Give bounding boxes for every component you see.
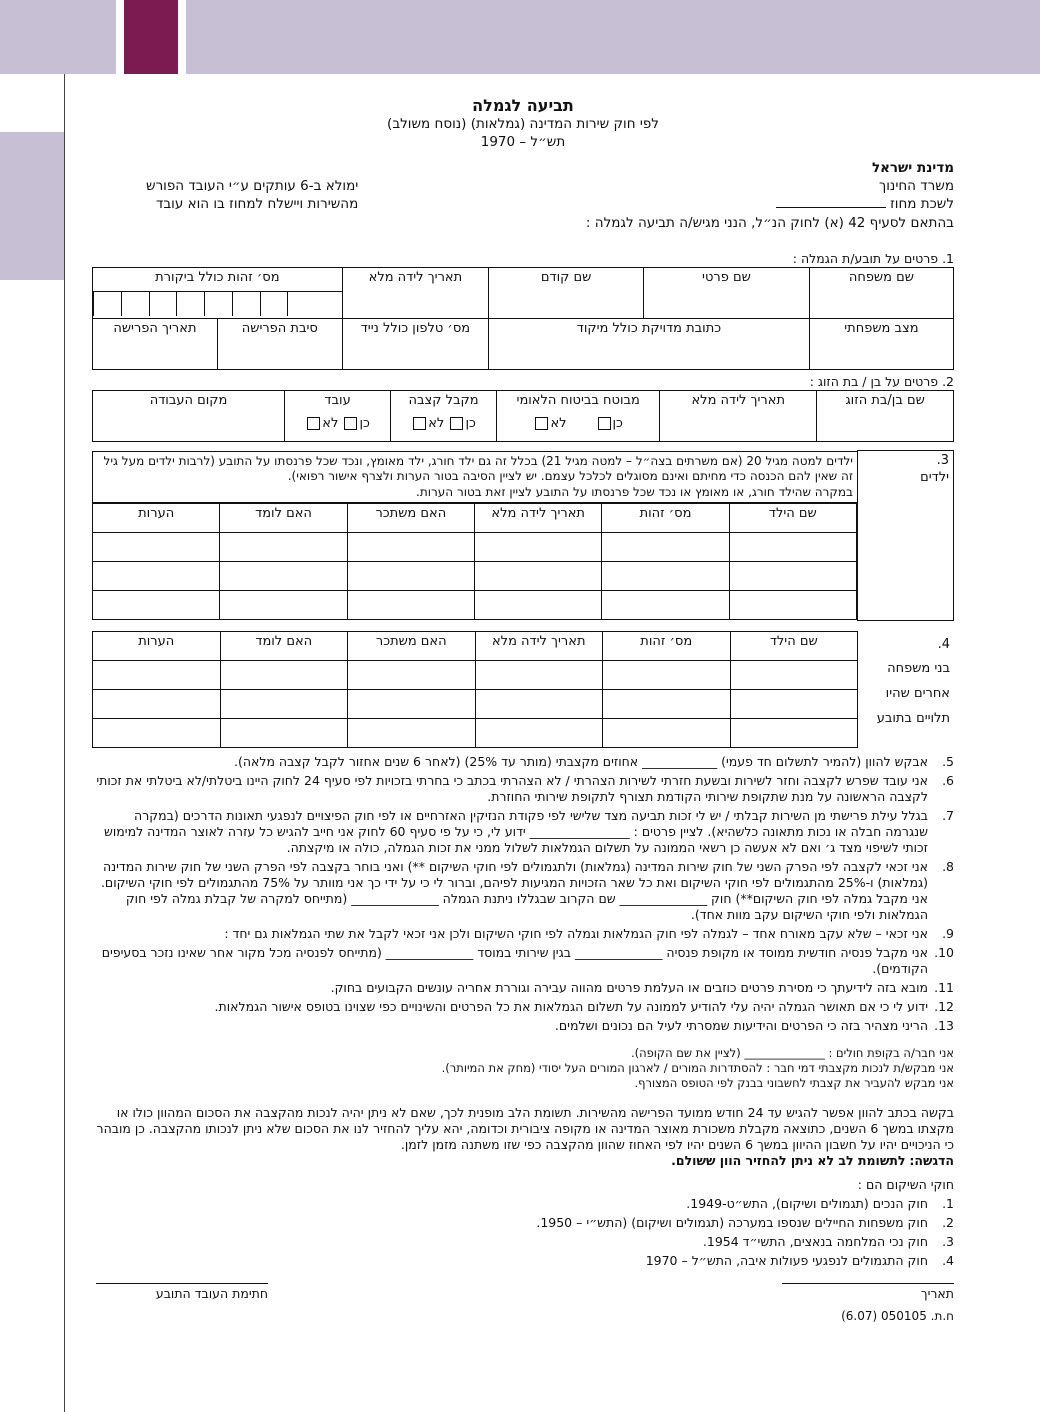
item-number: 6. bbox=[942, 772, 954, 788]
spouse-table bbox=[92, 390, 954, 442]
list-item bbox=[92, 945, 954, 977]
list-item bbox=[92, 773, 954, 805]
cell-retirement-reason[interactable] bbox=[217, 319, 342, 369]
list-item bbox=[92, 1196, 954, 1212]
ministry-name: משרד החינוך bbox=[878, 178, 954, 195]
children-note: במקרה שהילד חורג, או מאומץ או נכד שכל פרנסתו על התובע לציין זאת בטור הערות. bbox=[416, 484, 853, 499]
dependents-label-cell bbox=[858, 631, 954, 748]
id-digit-boxes[interactable] bbox=[93, 291, 342, 316]
col-header: הערות bbox=[93, 631, 221, 660]
cell-retirement-date[interactable] bbox=[93, 319, 217, 369]
form-title: תביעה לגמלה bbox=[472, 96, 574, 115]
emphasis-text: לתשומת לב לא ניתן להחזיר הוון ששולם. bbox=[671, 1152, 906, 1168]
top-color-band bbox=[0, 0, 1040, 74]
dependents-label: תלויים בתובע bbox=[876, 710, 950, 726]
dependents-label: בני משפחה bbox=[887, 661, 950, 677]
declarations-list bbox=[92, 754, 954, 1034]
col-header: מס׳ זהות bbox=[603, 631, 731, 660]
list-item bbox=[92, 999, 954, 1015]
item-text: חוק משפחות החיילים שנספו במערכה (תגמולים ושיקום) (התש״י – 1950. bbox=[536, 1214, 928, 1230]
col-header: תאריך לידה מלא bbox=[475, 504, 602, 533]
emphasis-label: הדגשה: bbox=[909, 1152, 954, 1168]
item-number: 3. bbox=[942, 1233, 954, 1249]
item-number: 8. bbox=[942, 858, 954, 874]
membership-block bbox=[92, 1046, 954, 1091]
cell-family-name[interactable] bbox=[809, 268, 953, 319]
cell-label: מקום העבודה bbox=[149, 393, 228, 408]
cell-label: שם פרטי bbox=[702, 270, 751, 285]
item-text: בגלל עילת פרישתי מן השירות קבלתי / יש לי זכות תביעה מצד שלישי לפי פקודת הנזיקין האזרחיים או לפי חוק הפיצויים לנפגעי תאונות הדרכים (במקרה שנגרמה חבלה או נכות מתאונה כלשהיא). לציין פרטים : ________________ ידוע לי, כי על פי סעיף 60 לחוק אני חייב להגיש כל עזרה לאוצר המדינה למימוש זכותי לשיפוי מצד ג׳ ואם לא אעשה כן רשאי הממונה על תשלום הגמלאות לשלול ממני את זכות הגמלה, כולה או מיקצתה. bbox=[104, 807, 928, 855]
section-number: 1. bbox=[942, 251, 954, 266]
cell-label: תאריך לידה מלא bbox=[691, 393, 786, 408]
yes-label: כן bbox=[465, 415, 476, 431]
item-number: 7. bbox=[942, 807, 954, 823]
cell-marital-status[interactable] bbox=[809, 319, 953, 370]
item-text: חוק נכי המלחמה בנאצים, התשי״ד 1954. bbox=[702, 1233, 928, 1249]
yes-label: כן bbox=[359, 415, 370, 431]
item-text: אני עובד שפרש לקצבה וחזר לשירות ובשעת חזרתי לשירות הצהרתי / לא הצהרתי בכתב כי בחרתי בזכויות לפי סעיף 24 לחוק היינו ביטלתי/לא ביטלתי את זכותי לקצבה הראשונה על מנת שתקופת שירותי הקודמת תצורף לתקופת שירותי החוזרת. bbox=[96, 772, 928, 804]
cell-employed bbox=[285, 391, 391, 442]
table-row[interactable] bbox=[93, 533, 857, 562]
margin-line bbox=[64, 74, 65, 1412]
table-row[interactable] bbox=[93, 689, 858, 718]
list-item bbox=[92, 1253, 954, 1269]
item-number: 4. bbox=[942, 1252, 954, 1268]
item-number: 2. bbox=[942, 1214, 954, 1230]
children-grid bbox=[92, 503, 857, 620]
date-field[interactable] bbox=[782, 1283, 954, 1302]
list-item bbox=[92, 859, 954, 923]
col-header: האם משתכר bbox=[348, 631, 476, 660]
claimant-table bbox=[92, 267, 954, 370]
yes-checkbox[interactable] bbox=[344, 417, 357, 430]
cell-label: עובד bbox=[324, 393, 351, 408]
cell-label: מקבל קצבה bbox=[408, 393, 479, 408]
yes-checkbox[interactable] bbox=[598, 417, 611, 430]
item-number: 13. bbox=[934, 1017, 954, 1033]
side-tab bbox=[0, 132, 64, 280]
col-header: שם הילד bbox=[730, 631, 858, 660]
section-number: 4. bbox=[937, 636, 950, 652]
no-label: לא bbox=[550, 415, 567, 431]
form-code: ח.ת. 050105 (6.07) bbox=[841, 1308, 954, 1323]
cell-label: כתובת מדויקת כולל מיקוד bbox=[576, 321, 722, 336]
item-number: 11. bbox=[934, 979, 954, 995]
item-text: אני מקבל פנסיה חודשית ממוסד או מקופת פנסיה ______________ בגין שירותי במוסד ______________ (מתייחס לפנסיה מכל מקור אחר שאינו נזכר בסעיפים הקודמים). bbox=[101, 944, 928, 976]
membership-line: אני מבקש להעביר את קצבתי לחשבוני בבנק לפי הטופס המצורף. bbox=[634, 1075, 954, 1090]
signature-label: חתימת העובד התובע bbox=[155, 1285, 268, 1301]
item-text: ידוע לי כי אם תאושר הגמלה יהיה עלי להודיע לממונה על תשלום הגמלאות את כל הפרטים והשינויים כפי שצוינו בטופס אישור הגמלאות. bbox=[214, 998, 928, 1014]
children-instructions: ילדים למטה מגיל 20 (אם משרתים בצה״ל – למטה מגיל 21) בכלל זה גם ילד חורג, ילד מאומץ, ונכד שכל פרנסתו על התובע (לרבות ילדים מעל גיל זה שאין להם הכנסה כדי מחיתם ואינם מסוגלים לכלכל עצמם. יש לציין הסיבה בטור הערות ולצרף אישור רפואי). bbox=[103, 453, 853, 484]
cell-birth-date[interactable] bbox=[342, 268, 488, 319]
item-text: אני זכאי – שלא עקב מאורח אחד – לגמלה לפי חוק הגמלאות וגמלה לפי חוקי השיקום ולכן אני זכאי לקבל את שתי הגמלאות גם יחד : bbox=[224, 925, 928, 941]
state-name: מדינת ישראל bbox=[871, 160, 954, 176]
section-title: פרטים על בן / בת הזוג : bbox=[809, 374, 939, 389]
list-item bbox=[92, 808, 954, 856]
table-row[interactable] bbox=[93, 718, 858, 747]
yes-label: כן bbox=[612, 415, 623, 431]
yes-checkbox[interactable] bbox=[450, 417, 463, 430]
cell-label: סיבת הפרישה bbox=[241, 321, 318, 336]
signature-field[interactable] bbox=[96, 1283, 268, 1302]
signature-row bbox=[92, 1283, 954, 1343]
table-row[interactable] bbox=[93, 562, 857, 591]
cell-spouse-birth[interactable] bbox=[660, 391, 817, 442]
dependents-grid bbox=[92, 631, 858, 748]
intro-text: בהתאם לסעיף 42 (א) לחוק הנ״ל, הנני מגיש/ה תביעה לגמלה : bbox=[585, 214, 954, 231]
list-item bbox=[92, 1215, 954, 1231]
section-title: ילדים bbox=[920, 469, 949, 485]
form-year: תש״ל – 1970 bbox=[480, 133, 566, 150]
cell-label: מצב משפחתי bbox=[844, 321, 919, 336]
cell-label: תאריך לידה מלא bbox=[368, 270, 463, 285]
district-field[interactable] bbox=[776, 195, 886, 208]
accent-block bbox=[124, 0, 178, 74]
table-row[interactable] bbox=[93, 660, 858, 689]
cell-id-number[interactable] bbox=[93, 268, 343, 319]
membership-line: אני מבקש/ת לנכות מקצבתי דמי חבר : להסתדרות המורים / לארגון המורים העל יסודי (מחק את המיותר). bbox=[441, 1060, 954, 1075]
col-header: מס׳ זהות bbox=[602, 504, 729, 533]
no-checkbox[interactable] bbox=[307, 417, 320, 430]
list-item bbox=[92, 980, 954, 996]
list-item bbox=[92, 754, 954, 770]
table-row[interactable] bbox=[93, 591, 857, 620]
cell-previous-name[interactable] bbox=[489, 268, 644, 319]
cell-label: שם קודם bbox=[540, 270, 592, 285]
form-document bbox=[92, 96, 954, 1343]
rehab-laws bbox=[92, 1177, 954, 1269]
col-header: הערות bbox=[93, 504, 220, 533]
dependents-content bbox=[92, 631, 858, 748]
item-number: 12. bbox=[934, 998, 954, 1014]
list-item bbox=[92, 926, 954, 942]
band-gap bbox=[178, 0, 186, 74]
membership-line: אני חבר/ה בקופת חולים : ______________ (לציין את שם הקופה). bbox=[630, 1045, 954, 1060]
item-text: חוק הנכים (תגמולים ושיקום), התש״ט-1949. bbox=[686, 1195, 928, 1211]
no-checkbox[interactable] bbox=[413, 417, 426, 430]
cell-address[interactable] bbox=[489, 319, 810, 370]
section-title: פרטים על תובע/ת הגמלה : bbox=[792, 251, 939, 266]
section-dependents bbox=[92, 631, 954, 748]
date-label: תאריך bbox=[920, 1285, 954, 1301]
cell-pension bbox=[391, 391, 497, 442]
copies-note: ימולא ב-6 עותקים ע״י העובד הפורש bbox=[146, 178, 359, 194]
col-header: האם משתכר bbox=[347, 504, 474, 533]
rehab-title: חוקי השיקום הם : bbox=[857, 1176, 954, 1192]
cell-spouse-name[interactable] bbox=[817, 391, 954, 442]
no-label: לא bbox=[322, 415, 339, 431]
col-header: תאריך לידה מלא bbox=[475, 631, 603, 660]
item-text: הריני מצהיר בזה כי הפרטים והידיעות שמסרתי לעיל הם נכונים ושלמים. bbox=[554, 1017, 928, 1033]
item-text: מובא בזה לידיעתך כי מסירת פרטים כוזבים או העלמת פרטים מהווה עבירה וגוררת אחריה עונשים הקבועים בחוק. bbox=[330, 979, 928, 995]
no-label: לא bbox=[428, 415, 445, 431]
form-header bbox=[92, 159, 954, 247]
col-header: האם לומד bbox=[220, 504, 347, 533]
cell-workplace[interactable] bbox=[93, 391, 285, 442]
item-number: 5. bbox=[942, 753, 954, 769]
col-header: שם הילד bbox=[729, 504, 856, 533]
children-label-cell bbox=[858, 451, 954, 621]
cell-label: תאריך הפרישה bbox=[113, 321, 197, 336]
section-claimant bbox=[92, 251, 954, 370]
item-text: חוק התגמולים לנפגעי פעולות איבה, התש״ל – 1970 bbox=[645, 1252, 928, 1268]
cell-retirement bbox=[93, 319, 343, 370]
item-text: אבקש להוון (להמיר לתשלום חד פעמי) ____________ אחוזים מקצבתי (מותר עד 25%) (לאחר 6 שנים אחזור לקבל קצבה מלאה). bbox=[233, 753, 928, 769]
cell-phone[interactable] bbox=[342, 319, 488, 370]
capitalization-text: בקשה בכתב להוון אפשר להגיש עד 24 חודש ממועד הפרישה מהשירות. תשומת הלב מופנית לכך, שאם לא ניתן יהיה לנכות מהקצבה את הסכום המהוון כולו או מקצתו במשך 6 השנים, כתוצאה מקבלת משכורת מאוצר המדינה או מקופה ציבורית וכדומה, יהא עליך להחזיר לנו את הסכום שלא ניתן לנכותו מהקצבה. כן מובהר כי הניכויים יהיו על חשבון ההיוון במשך 6 השנים יהיו לפי האחוז שהוון מהקצבה כפי שזו משתנה מזמן לזמן. bbox=[96, 1104, 954, 1152]
cell-label: שם בן/בת הזוג bbox=[845, 393, 925, 408]
cell-label: מס׳ טלפון כולל נייד bbox=[360, 321, 471, 336]
dependents-table bbox=[92, 631, 954, 748]
children-content bbox=[92, 451, 858, 621]
no-checkbox[interactable] bbox=[535, 417, 548, 430]
item-number: 9. bbox=[942, 925, 954, 941]
band-gap bbox=[116, 0, 124, 74]
cell-first-name[interactable] bbox=[644, 268, 810, 319]
list-item bbox=[92, 1018, 954, 1034]
children-table bbox=[92, 450, 954, 621]
item-number: 10. bbox=[934, 944, 954, 960]
cell-label: מס׳ זהות כולל ביקורת bbox=[155, 270, 280, 285]
form-subtitle: לפי חוק שירות המדינה (גמלאות) (נוסח משולב) bbox=[387, 116, 659, 133]
capitalization-paragraph bbox=[92, 1105, 954, 1169]
cell-label: שם משפחה bbox=[848, 270, 914, 285]
section-number: 2. bbox=[942, 374, 954, 389]
district-label: לשכת מחוז bbox=[890, 196, 954, 213]
cell-label: מבוטח בביטוח הלאומי bbox=[516, 393, 640, 408]
section-children bbox=[92, 450, 954, 621]
cell-insured bbox=[497, 391, 660, 442]
section-number: 3. bbox=[936, 453, 949, 468]
col-header: האם לומד bbox=[220, 631, 348, 660]
dependents-label: אחרים שהיו bbox=[885, 686, 950, 702]
list-item bbox=[92, 1234, 954, 1250]
send-note: מהשירות ויישלח למחוז בו הוא עובד bbox=[155, 196, 359, 213]
item-text: אני זכאי לקצבה לפי הפרק השני של חוק שירות המדינה (גמלאות) ולתגמולים לפי חוקי השיקום **) ואני בוחר בקצבה לפי הפרק השני של חוק שירות המדינה (גמלאות) ו-25% מהתגמולים לפי חוקי השיקום ואת כל שאר הזכויות המגיעות לפיהם, וברור לי כי על ידי כך אני מוותר על 75% מהתגמולים לפי חוקי השיקום. אני מקבל גמלה לפי חוק השיקום**) חוק ______________ שם הקרוב שבגללו ניתנת הגמלה ______________ (מתייחס למקרה של קבלת גמלה לפי חוק הגמלאות ולפי חוקי השיקום עקב מוות אחד). bbox=[100, 858, 928, 922]
item-number: 1. bbox=[942, 1195, 954, 1211]
section-spouse bbox=[92, 374, 954, 442]
